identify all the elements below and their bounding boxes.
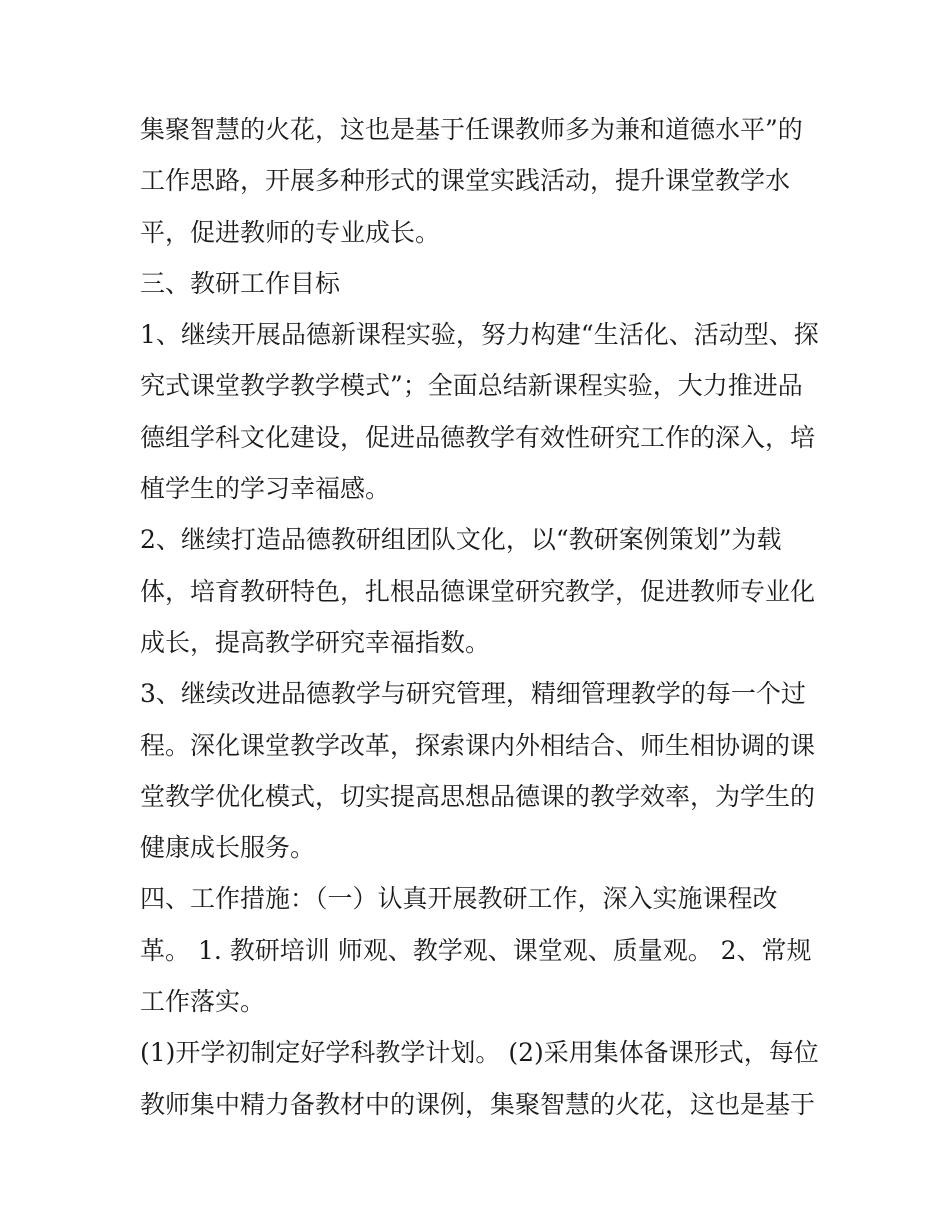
text-line: 工作思路，开展多种形式的课堂实践活动，提升课堂教学水 [140,166,791,196]
text-line: 革。 1. 教研培训 师观、教学观、课堂观、质量观。 2、常规 [140,935,812,965]
text-line: 2、继续打造品德教研组团队文化，以“教研案例策划”为载 [140,525,782,555]
text-line: 植学生的学习幸福感。 [140,474,391,504]
text-line: 程。深化课堂教学改革，探索课内外相结合、师生相协调的课 [140,730,816,760]
text-line: 堂教学优化模式，切实提高思想品德课的教学效率，为学生的 [140,781,816,811]
section-heading: 三、教研工作目标 [140,268,341,298]
text-line: 成长，提高教学研究幸福指数。 [140,627,491,657]
text-line: 德组学科文化建设，促进品德教学有效性研究工作的深入，培 [140,422,816,452]
text-line: (1)开学初制定好学科教学计划。 (2)采用集体备课形式，每位 [140,1038,819,1068]
text-line: 1、继续开展品德新课程实验，努力构建“生活化、活动型、探 [140,320,819,350]
text-line: 教师集中精力备教材中的课例，集聚智慧的火花，这也是基于 [140,1089,816,1119]
text-line: 平，促进教师的专业成长。 [140,217,441,247]
text-line: 工作落实。 [140,987,266,1017]
text-line: 3、继续改进品德教学与研究管理，精细管理教学的每一个过 [140,679,806,709]
text-line: 究式课堂教学教学模式”；全面总结新课程实验，大力推进品 [140,371,803,401]
text-line: 体，培育教研特色，扎根品德课堂研究教学，促进教师专业化 [140,576,816,606]
text-line: 健康成长服务。 [140,833,316,863]
text-line: 集聚智慧的火花，这也是基于任课教师多为兼和道德水平”的 [140,115,803,144]
document-body [140,104,820,1130]
section-heading: 四、工作措施：（一）认真开展教研工作，深入实施课程改 [140,884,778,914]
